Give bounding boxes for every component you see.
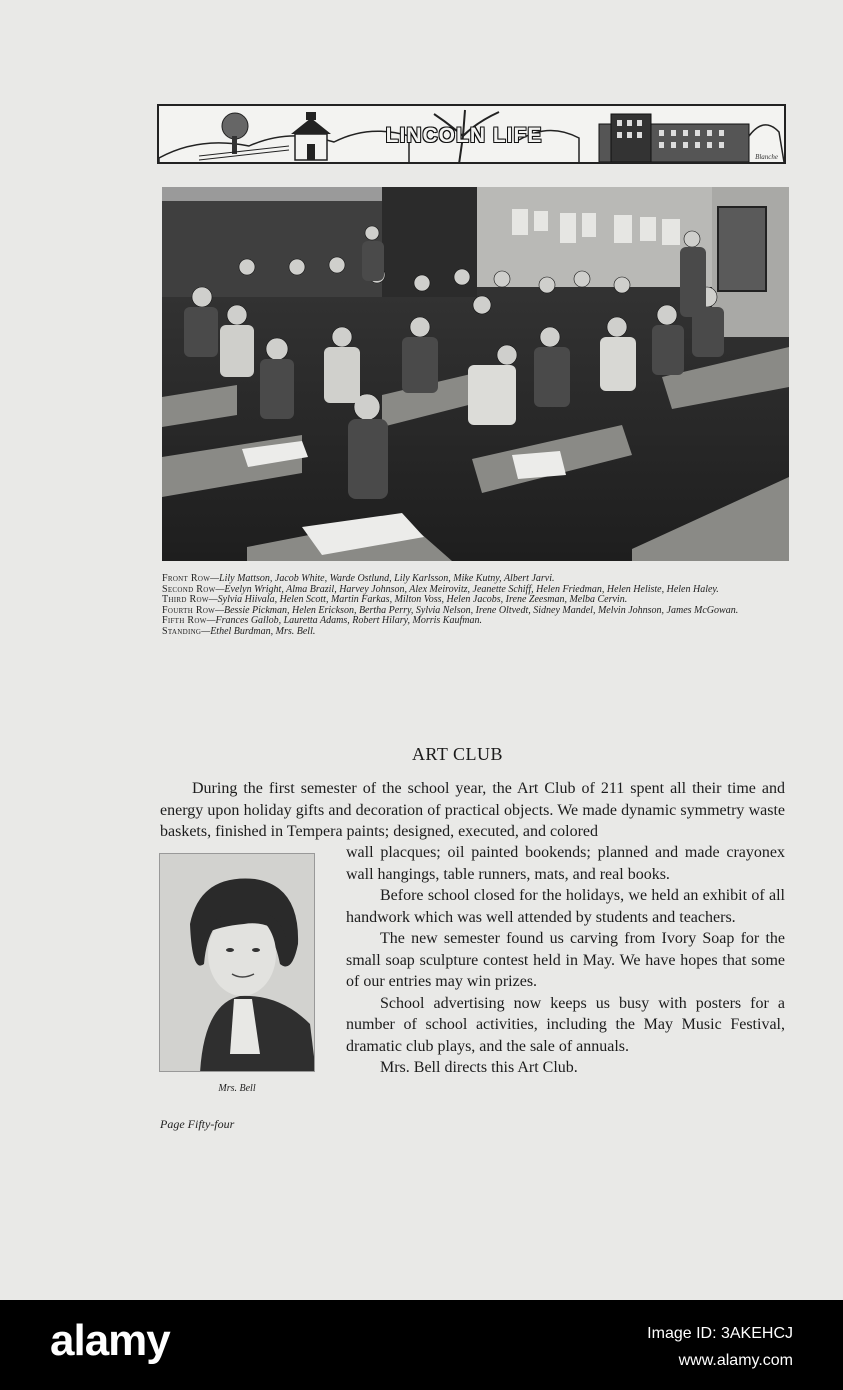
- lincoln-life-banner: [157, 104, 786, 164]
- class-photo-caption: [162, 574, 789, 637]
- intro-continuation: wall placques; oil painted bookends; planned and made crayonex wall hangings, table runners, mats, and real books.: [346, 844, 785, 883]
- class-photo-illustration: [162, 187, 789, 561]
- caption-row-fifth: Fifth Row—Frances Gallob, Lauretta Adams, Robert Hilary, Morris Kaufman.: [162, 615, 482, 626]
- class-photograph: [162, 187, 789, 561]
- stock-watermark-bar: [0, 1300, 843, 1390]
- article-right-column: [346, 842, 785, 1079]
- caption-row-second: Second Row—Evelyn Wright, Alma Brazil, Harvey Johnson, Alex Meirovitz, Jeanette Schiff, Helen Friedman, Helen Heliste, Helen Haley.: [162, 583, 719, 595]
- banner-title: LINCOLN LIFE: [385, 124, 543, 147]
- stock-image-id: Image ID: 3AKEHCJ: [647, 1325, 793, 1342]
- stock-image-info: [647, 1320, 793, 1374]
- article-heading: ART CLUB: [411, 744, 504, 764]
- paragraph-soap-sculpture: The new semester found us carving from Ivory Soap for the small soap sculpture contest held in May. We have hopes that some of our entries may win prizes.: [346, 930, 785, 990]
- mrs-bell-portrait: [159, 853, 315, 1072]
- paragraph-advertising: School advertising now keeps us busy with posters for a number of school activities, including the May Music Festival, dramatic club plays, and the sale of annuals.: [346, 994, 785, 1055]
- alamy-logo: alamy: [50, 1316, 170, 1365]
- portrait-caption: Mrs. Bell: [218, 1083, 256, 1094]
- portrait-illustration: [160, 854, 315, 1072]
- stock-url: www.alamy.com: [678, 1352, 793, 1369]
- caption-row-standing: Standing—Ethel Burdman, Mrs. Bell.: [162, 625, 316, 637]
- paragraph-exhibit: Before school closed for the holidays, we held an exhibit of all handwork which was well attended by students and teachers.: [346, 887, 785, 926]
- paragraph-director: Mrs. Bell directs this Art Club.: [380, 1059, 578, 1076]
- caption-row-third: Third Row—Sylvia Hiivala, Helen Scott, Martin Farkas, Milton Voss, Helen Jacobs, Irene Zeesman, Melba Cervin.: [162, 594, 628, 605]
- page-number: Page Fifty-four: [160, 1117, 235, 1131]
- artist-signature: Blanche: [755, 153, 778, 161]
- intro-paragraph: During the first semester of the school year, the Art Club of 211 spent all their time and energy upon holiday gifts and decoration of practical objects. We made dynamic symmetry waste baskets, finished in Tempera paints; designed, executed, and colored: [160, 780, 785, 840]
- caption-row-fourth: Fourth Row—Bessie Pickman, Helen Erickson, Bertha Perry, Sylvia Nelson, Irene Oltvedt, Sidney Mandel, Melvin Johnson, James McGowan.: [162, 604, 739, 616]
- caption-row-front: Front Row—Lily Mattson, Jacob White, Warde Ostlund, Lily Karlsson, Mike Kutny, Albert Jarvi.: [162, 573, 555, 584]
